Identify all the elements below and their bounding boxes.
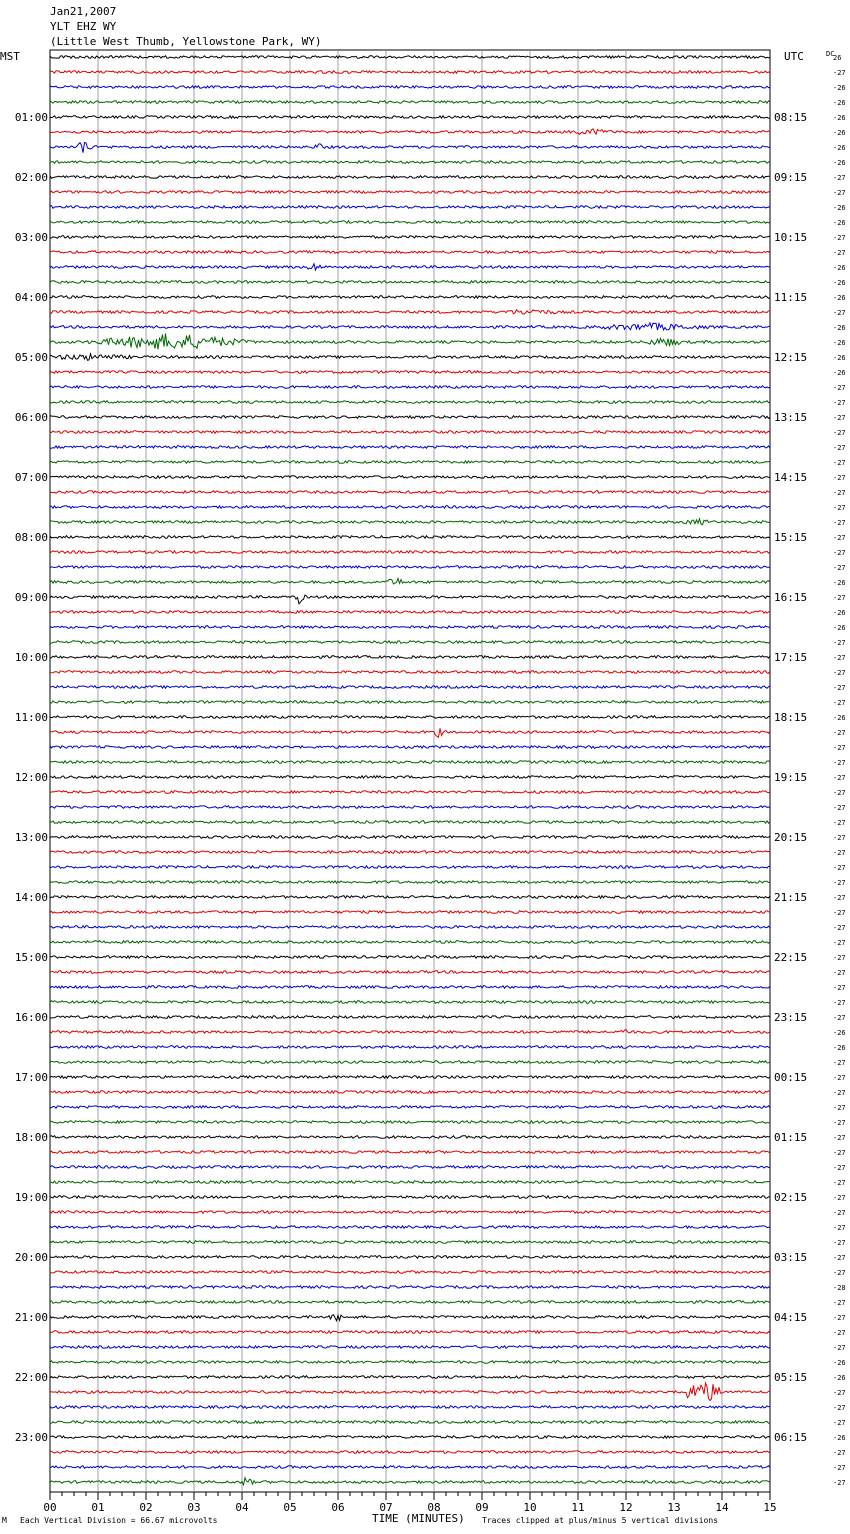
right-timezone-label: UTC xyxy=(784,50,804,63)
right-hour-label: 18:15 xyxy=(774,711,808,724)
dc-offset-label: -27 xyxy=(833,1119,846,1127)
right-hour-label: 22:15 xyxy=(774,951,808,964)
trace-30 xyxy=(50,506,770,509)
trace-34 xyxy=(50,566,770,569)
x-tick-label: 05 xyxy=(283,1501,297,1514)
trace-66 xyxy=(50,1046,770,1049)
trace-8 xyxy=(50,176,770,179)
dc-offset-label: -27 xyxy=(833,864,846,872)
x-tick-label: 10 xyxy=(523,1501,537,1514)
trace-7 xyxy=(50,161,770,164)
dc-offset-label: -27 xyxy=(833,429,846,437)
dc-offset-label: -27 xyxy=(833,399,846,407)
trace-22 xyxy=(50,386,770,389)
trace-12 xyxy=(50,236,770,239)
dc-offset-label: -27 xyxy=(833,534,846,542)
dc-offset-label: -26 xyxy=(833,1044,846,1052)
trace-48 xyxy=(50,776,770,779)
left-hour-label: 07:00 xyxy=(14,471,48,484)
dc-offset-label: -27 xyxy=(833,1344,846,1352)
trace-5 xyxy=(50,129,770,135)
dc-offset-label: -27 xyxy=(833,1389,846,1397)
trace-88 xyxy=(50,1376,770,1379)
x-tick-label: 15 xyxy=(763,1501,777,1514)
trace-50 xyxy=(50,806,770,809)
trace-77 xyxy=(50,1211,770,1214)
trace-60 xyxy=(50,956,770,959)
trace-53 xyxy=(50,851,770,854)
left-hour-label: 16:00 xyxy=(14,1011,48,1024)
trace-92 xyxy=(50,1436,770,1439)
right-hour-label: 04:15 xyxy=(774,1311,808,1324)
left-hour-label: 01:00 xyxy=(14,111,48,124)
dc-offset-label: -26 xyxy=(833,114,846,122)
x-tick-label: 01 xyxy=(91,1501,105,1514)
trace-32 xyxy=(50,536,770,539)
trace-28 xyxy=(50,476,770,479)
trace-35 xyxy=(50,578,770,584)
left-hour-label: 22:00 xyxy=(14,1371,48,1384)
dc-offset-label: -26 xyxy=(833,339,846,347)
trace-27 xyxy=(50,461,770,464)
dc-offset-label: -26 xyxy=(833,1029,846,1037)
dc-offset-label: -26 xyxy=(833,129,846,137)
trace-63 xyxy=(50,1001,770,1004)
trace-90 xyxy=(50,1406,770,1409)
dc-offset-label: -27 xyxy=(833,1419,846,1427)
dc-offset-label: -27 xyxy=(833,804,846,812)
header-location: (Little West Thumb, Yellowstone Park, WY) xyxy=(50,35,322,48)
trace-94 xyxy=(50,1466,770,1469)
right-hour-label: 10:15 xyxy=(774,231,808,244)
trace-16 xyxy=(50,296,770,299)
dc-offset-label: -27 xyxy=(833,744,846,752)
trace-15 xyxy=(50,281,770,284)
dc-offset-label: -27 xyxy=(833,684,846,692)
dc-offset-label: -27 xyxy=(833,969,846,977)
right-hour-label: 09:15 xyxy=(774,171,808,184)
right-hour-label: 21:15 xyxy=(774,891,808,904)
trace-0 xyxy=(50,56,770,59)
dc-offset-label: -27 xyxy=(833,1299,846,1307)
dc-offset-label: -27 xyxy=(833,1224,846,1232)
trace-41 xyxy=(50,671,770,674)
left-hour-label: 11:00 xyxy=(14,711,48,724)
trace-56 xyxy=(50,896,770,899)
dc-offset-label: -27 xyxy=(833,549,846,557)
dc-offset-label: -27 xyxy=(833,849,846,857)
trace-13 xyxy=(50,251,770,254)
trace-55 xyxy=(50,881,770,884)
trace-14 xyxy=(50,264,770,270)
left-hour-label: 23:00 xyxy=(14,1431,48,1444)
dc-offset-label: -27 xyxy=(833,759,846,767)
dc-offset-label: -27 xyxy=(833,234,846,242)
dc-offset-label: -27 xyxy=(833,924,846,932)
dc-offset-label: -27 xyxy=(833,1329,846,1337)
left-hour-label: 10:00 xyxy=(14,651,48,664)
dc-offset-label: -27 xyxy=(833,954,846,962)
left-hour-label: 13:00 xyxy=(14,831,48,844)
corner-mark: M xyxy=(2,1516,7,1525)
dc-label: DC xyxy=(826,50,835,58)
right-hour-label: 13:15 xyxy=(774,411,808,424)
dc-offset-label: -27 xyxy=(833,999,846,1007)
trace-93 xyxy=(50,1451,770,1454)
dc-offset-label: -27 xyxy=(833,1269,846,1277)
dc-offset-label: -27 xyxy=(833,639,846,647)
dc-offset-label: -27 xyxy=(833,309,846,317)
x-tick-label: 04 xyxy=(235,1501,249,1514)
left-hour-label: 14:00 xyxy=(14,891,48,904)
trace-2 xyxy=(50,86,770,89)
left-hour-label: 21:00 xyxy=(14,1311,48,1324)
trace-23 xyxy=(50,401,770,404)
dc-offset-label: -27 xyxy=(833,1059,846,1067)
trace-33 xyxy=(50,551,770,554)
trace-75 xyxy=(50,1181,770,1184)
trace-86 xyxy=(50,1346,770,1349)
dc-offset-label: -27 xyxy=(833,189,846,197)
trace-17 xyxy=(50,310,770,314)
clip-note: Traces clipped at plus/minus 5 vertical divisions xyxy=(482,1516,719,1525)
trace-51 xyxy=(50,821,770,824)
trace-91 xyxy=(50,1421,770,1424)
right-hour-label: 00:15 xyxy=(774,1071,808,1084)
dc-offset-label: -27 xyxy=(833,1149,846,1157)
dc-offset-label: -27 xyxy=(833,69,846,77)
dc-offset-label: -27 xyxy=(833,1239,846,1247)
left-hour-label: 18:00 xyxy=(14,1131,48,1144)
dc-offset-label: -27 xyxy=(833,894,846,902)
dc-offset-label: -27 xyxy=(833,1104,846,1112)
left-hour-label: 12:00 xyxy=(14,771,48,784)
dc-offset-label: -27 xyxy=(833,1194,846,1202)
dc-offset-label: -27 xyxy=(833,1209,846,1217)
trace-39 xyxy=(50,641,770,644)
dc-offset-label: -27 xyxy=(833,699,846,707)
dc-offset-label: -27 xyxy=(833,879,846,887)
trace-9 xyxy=(50,191,770,194)
dc-offset-label: -26 xyxy=(833,204,846,212)
dc-offset-label: -26 xyxy=(833,99,846,107)
dc-offset-label: -27 xyxy=(833,1089,846,1097)
trace-18 xyxy=(50,323,770,330)
dc-offset-label: -27 xyxy=(833,564,846,572)
x-tick-label: 06 xyxy=(331,1501,345,1514)
trace-19 xyxy=(50,334,770,350)
dc-offset-label: -27 xyxy=(833,669,846,677)
trace-76 xyxy=(50,1196,770,1199)
dc-offset-label: -27 xyxy=(833,1254,846,1262)
trace-71 xyxy=(50,1121,770,1124)
trace-6 xyxy=(50,143,770,153)
dc-offset-label: -26 xyxy=(833,159,846,167)
trace-68 xyxy=(50,1076,770,1079)
trace-58 xyxy=(50,926,770,929)
x-axis-label: TIME (MINUTES) xyxy=(372,1512,465,1525)
dc-offset-label: -27 xyxy=(833,909,846,917)
dc-offset-label: -27 xyxy=(833,654,846,662)
dc-offset-label: -27 xyxy=(833,939,846,947)
trace-72 xyxy=(50,1136,770,1139)
dc-offset-label: -26 xyxy=(833,144,846,152)
trace-54 xyxy=(50,866,770,869)
trace-95 xyxy=(50,1478,770,1485)
dc-offset-label: -27 xyxy=(833,1014,846,1022)
dc-offset-label: -27 xyxy=(833,984,846,992)
dc-offset-label: -26 xyxy=(833,1359,846,1367)
trace-52 xyxy=(50,836,770,839)
dc-offset-label: -27 xyxy=(833,1314,846,1322)
x-tick-label: 14 xyxy=(715,1501,729,1514)
left-hour-label: 09:00 xyxy=(14,591,48,604)
dc-offset-label: -26 xyxy=(833,714,846,722)
dc-offset-label: -26 xyxy=(833,624,846,632)
trace-3 xyxy=(50,101,770,104)
dc-offset-label: -26 xyxy=(833,279,846,287)
right-hour-label: 12:15 xyxy=(774,351,808,364)
dc-offset-label: -27 xyxy=(833,1479,846,1487)
dc-offset-label: -27 xyxy=(833,384,846,392)
dc-offset-label: 26 xyxy=(833,54,842,62)
trace-11 xyxy=(50,221,770,224)
right-hour-label: 17:15 xyxy=(774,651,808,664)
right-hour-label: 01:15 xyxy=(774,1131,808,1144)
dc-offset-label: -27 xyxy=(833,594,846,602)
trace-73 xyxy=(50,1151,770,1154)
dc-offset-label: -28 xyxy=(833,1284,846,1292)
trace-82 xyxy=(50,1286,770,1289)
trace-64 xyxy=(50,1016,770,1019)
right-hour-label: 23:15 xyxy=(774,1011,808,1024)
dc-offset-label: -27 xyxy=(833,504,846,512)
left-timezone-label: MST xyxy=(0,50,20,63)
dc-offset-label: -26 xyxy=(833,1434,846,1442)
x-tick-label: 11 xyxy=(571,1501,585,1514)
trace-61 xyxy=(50,971,770,974)
trace-80 xyxy=(50,1256,770,1259)
trace-81 xyxy=(50,1271,770,1274)
trace-87 xyxy=(50,1361,770,1364)
trace-21 xyxy=(50,371,770,374)
left-hour-label: 04:00 xyxy=(14,291,48,304)
trace-69 xyxy=(50,1091,770,1094)
x-tick-label: 12 xyxy=(619,1501,633,1514)
x-tick-label: 09 xyxy=(475,1501,489,1514)
trace-29 xyxy=(50,491,770,494)
trace-59 xyxy=(50,941,770,944)
dc-offset-label: -26 xyxy=(833,369,846,377)
dc-offset-label: -27 xyxy=(833,444,846,452)
left-hour-label: 17:00 xyxy=(14,1071,48,1084)
left-hour-label: 19:00 xyxy=(14,1191,48,1204)
dc-offset-label: -27 xyxy=(833,1164,846,1172)
trace-57 xyxy=(50,911,770,914)
dc-offset-label: -26 xyxy=(833,324,846,332)
left-hour-label: 06:00 xyxy=(14,411,48,424)
trace-4 xyxy=(50,116,770,119)
trace-78 xyxy=(50,1226,770,1229)
dc-offset-label: -27 xyxy=(833,729,846,737)
right-hour-label: 08:15 xyxy=(774,111,808,124)
left-hour-label: 03:00 xyxy=(14,231,48,244)
dc-offset-label: -27 xyxy=(833,774,846,782)
trace-79 xyxy=(50,1241,770,1244)
dc-offset-label: -26 xyxy=(833,219,846,227)
trace-46 xyxy=(50,746,770,749)
left-hour-label: 08:00 xyxy=(14,531,48,544)
x-tick-label: 08 xyxy=(427,1501,441,1514)
trace-62 xyxy=(50,986,770,989)
trace-89 xyxy=(50,1383,770,1401)
trace-74 xyxy=(50,1166,770,1169)
right-hour-label: 03:15 xyxy=(774,1251,808,1264)
dc-offset-label: -26 xyxy=(833,294,846,302)
trace-37 xyxy=(50,611,770,614)
trace-40 xyxy=(50,656,770,659)
dc-offset-label: -27 xyxy=(833,1449,846,1457)
trace-44 xyxy=(50,716,770,719)
left-hour-label: 20:00 xyxy=(14,1251,48,1264)
x-tick-label: 13 xyxy=(667,1501,681,1514)
right-hour-label: 05:15 xyxy=(774,1371,808,1384)
trace-85 xyxy=(50,1331,770,1334)
dc-offset-label: -26 xyxy=(833,354,846,362)
dc-offset-label: -27 xyxy=(833,474,846,482)
trace-36 xyxy=(50,595,770,604)
dc-offset-label: -27 xyxy=(833,1404,846,1412)
dc-offset-label: -27 xyxy=(833,789,846,797)
dc-offset-label: -27 xyxy=(833,1074,846,1082)
trace-49 xyxy=(50,791,770,794)
header-date: Jan21,2007 xyxy=(50,5,117,18)
trace-25 xyxy=(50,431,770,434)
dc-offset-label: -27 xyxy=(833,1179,846,1187)
left-hour-label: 15:00 xyxy=(14,951,48,964)
right-hour-label: 06:15 xyxy=(774,1431,808,1444)
dc-offset-label: -27 xyxy=(833,1134,846,1142)
trace-83 xyxy=(50,1301,770,1304)
trace-84 xyxy=(50,1315,770,1321)
dc-offset-label: -27 xyxy=(833,1464,846,1472)
trace-43 xyxy=(50,701,770,704)
dc-offset-label: -27 xyxy=(833,249,846,257)
dc-offset-label: -26 xyxy=(833,264,846,272)
trace-70 xyxy=(50,1106,770,1109)
dc-offset-label: -27 xyxy=(833,519,846,527)
dc-offset-label: -27 xyxy=(833,834,846,842)
dc-offset-label: -27 xyxy=(833,489,846,497)
dc-offset-label: -26 xyxy=(833,1374,846,1382)
trace-47 xyxy=(50,761,770,764)
right-hour-label: 16:15 xyxy=(774,591,808,604)
header-station: YLT EHZ WY xyxy=(50,20,117,33)
right-hour-label: 15:15 xyxy=(774,531,808,544)
x-tick-label: 02 xyxy=(139,1501,153,1514)
x-tick-label: 00 xyxy=(43,1501,57,1514)
trace-42 xyxy=(50,686,770,689)
dc-offset-label: -27 xyxy=(833,414,846,422)
right-hour-label: 11:15 xyxy=(774,291,808,304)
trace-20 xyxy=(50,354,770,361)
dc-offset-label: -27 xyxy=(833,819,846,827)
trace-38 xyxy=(50,626,770,629)
trace-1 xyxy=(50,71,770,74)
left-hour-label: 02:00 xyxy=(14,171,48,184)
dc-offset-label: -26 xyxy=(833,609,846,617)
trace-45 xyxy=(50,728,770,737)
trace-31 xyxy=(50,519,770,525)
dc-offset-label: -27 xyxy=(833,174,846,182)
trace-10 xyxy=(50,206,770,209)
right-hour-label: 20:15 xyxy=(774,831,808,844)
trace-24 xyxy=(50,416,770,419)
scale-note: Each Vertical Division = 66.67 microvolts xyxy=(20,1516,218,1525)
dc-offset-label: -27 xyxy=(833,459,846,467)
trace-26 xyxy=(50,446,770,449)
left-hour-label: 05:00 xyxy=(14,351,48,364)
right-hour-label: 02:15 xyxy=(774,1191,808,1204)
dc-offset-label: -26 xyxy=(833,579,846,587)
right-hour-label: 14:15 xyxy=(774,471,808,484)
trace-67 xyxy=(50,1061,770,1064)
trace-65 xyxy=(50,1029,770,1033)
dc-offset-label: -26 xyxy=(833,84,846,92)
x-tick-label: 07 xyxy=(379,1501,393,1514)
right-hour-label: 19:15 xyxy=(774,771,808,784)
x-tick-label: 03 xyxy=(187,1501,201,1514)
